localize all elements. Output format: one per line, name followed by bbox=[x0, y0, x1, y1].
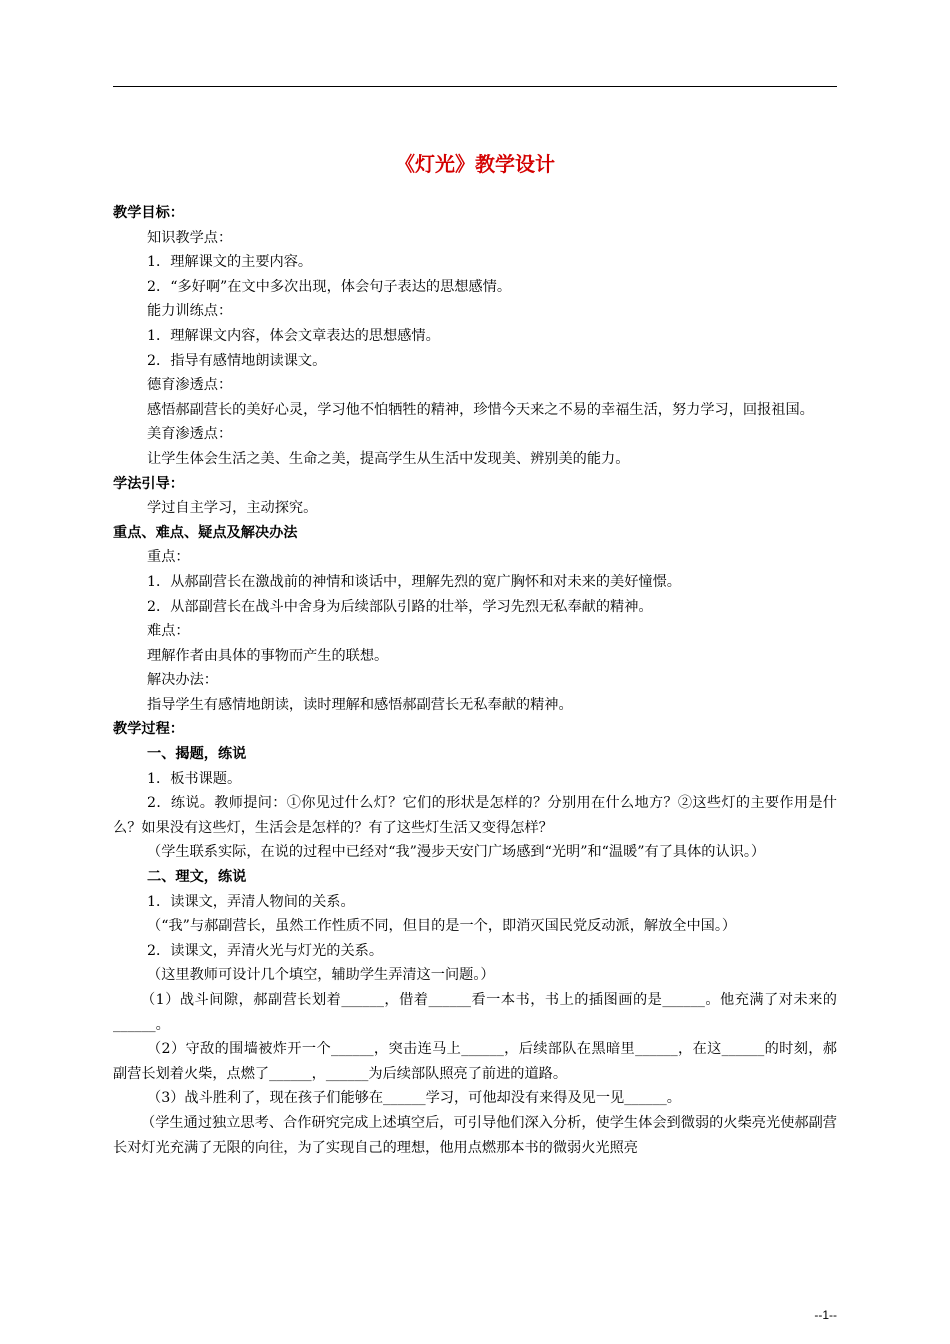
paragraph: 1．理解课文的主要内容。 bbox=[147, 254, 313, 271]
paragraph: 理解作者由具体的事物而产生的联想。 bbox=[147, 647, 389, 664]
paragraph: 1．板书课题。 bbox=[147, 770, 242, 787]
paragraph: （2）守敌的围墙被炸开一个______，突击连马上______，后续部队在黑暗里______，在这______的时刻，郝副营长划着火柴，点燃了______，______为后续部队照亮了前进的道路。 bbox=[113, 1041, 837, 1082]
document-body bbox=[113, 201, 837, 1160]
paragraph: 难点： bbox=[147, 623, 190, 640]
section-heading: 一、揭题，练说 bbox=[147, 746, 247, 763]
paragraph: 德育渗透点： bbox=[147, 377, 233, 394]
paragraph: （学生联系实际，在说的过程中已经对“我”漫步天安门广场感到“光明”和“温暖”有了具体的认识。） bbox=[147, 844, 766, 861]
paragraph: 学过自主学习，主动探究。 bbox=[147, 500, 318, 517]
paragraph: 2．练说。教师提问：①你见过什么灯？它们的形状是怎样的？分别用在什么地方？②这些灯的主要作用是什么？如果没有这些灯，生活会是怎样的？有了这些灯生活又变得怎样？ bbox=[113, 795, 837, 836]
paragraph: 让学生体会生活之美、生命之美，提高学生从生活中发现美、辨别美的能力。 bbox=[147, 450, 630, 467]
section-heading: 二、理文，练说 bbox=[147, 869, 247, 886]
paragraph: （“我”与郝副营长，虽然工作性质不同，但目的是一个，即消灭国民党反动派，解放全中国。） bbox=[147, 918, 737, 935]
paragraph: 1．理解课文内容，体会文章表达的思想感情。 bbox=[147, 327, 440, 344]
document-title: 《灯光》教学设计 bbox=[395, 152, 555, 176]
paragraph: （1）战斗间隙，郝副营长划着______，借着______看一本书，书上的插图画的是______。他充满了对未来的______。 bbox=[113, 992, 837, 1033]
section-heading: 学法引导： bbox=[113, 475, 184, 492]
paragraph: （这里教师可设计几个填空，辅助学生弄清这一问题。） bbox=[147, 967, 495, 984]
paragraph: 美育渗透点： bbox=[147, 426, 233, 443]
paragraph: 2．从部副营长在战斗中舍身为后续部队引路的壮举，学习先烈无私奉献的精神。 bbox=[147, 598, 653, 615]
paragraph: 1．读课文，弄清人物间的关系。 bbox=[147, 893, 355, 910]
section-heading: 教学目标： bbox=[113, 205, 184, 221]
header-rule bbox=[113, 86, 837, 87]
paragraph: 能力训练点： bbox=[147, 303, 233, 320]
paragraph: 重点： bbox=[147, 549, 190, 566]
paragraph: 2．“多好啊”在文中多次出现，体会句子表达的思想感情。 bbox=[147, 278, 512, 295]
paragraph: （3）战斗胜利了，现在孩子们能够在______学习，可他却没有来得及见一见______。 bbox=[147, 1090, 681, 1107]
paragraph: 指导学生有感情地朗读，读时理解和感悟郝副营长无私奉献的精神。 bbox=[147, 696, 573, 713]
paragraph: 感悟郝副营长的美好心灵，学习他不怕牺牲的精神，珍惜今天来之不易的幸福生活，努力学习，回报祖国。 bbox=[147, 401, 814, 418]
paragraph: （学生通过独立思考、合作研究完成上述填空后，可引导他们深入分析，使学生体会到微弱的火柴亮光使郝副营长对灯光充满了无限的向往，为了实现自己的理想，他用点燃那本书的微弱火光照亮 bbox=[113, 1114, 837, 1156]
page-number: --1-- bbox=[814, 1308, 837, 1322]
paragraph: 解决办法： bbox=[147, 672, 218, 689]
section-heading: 重点、难点、疑点及解决办法 bbox=[113, 524, 298, 541]
paragraph: 知识教学点： bbox=[147, 229, 233, 246]
section-heading: 教学过程： bbox=[113, 721, 184, 738]
paragraph: 2．指导有感情地朗读课文。 bbox=[147, 352, 327, 369]
paragraph: 1．从郝副营长在激战前的神情和谈话中，理解先烈的宽广胸怀和对未来的美好憧憬。 bbox=[147, 573, 681, 590]
paragraph: 2．读课文，弄清火光与灯光的关系。 bbox=[147, 942, 384, 959]
